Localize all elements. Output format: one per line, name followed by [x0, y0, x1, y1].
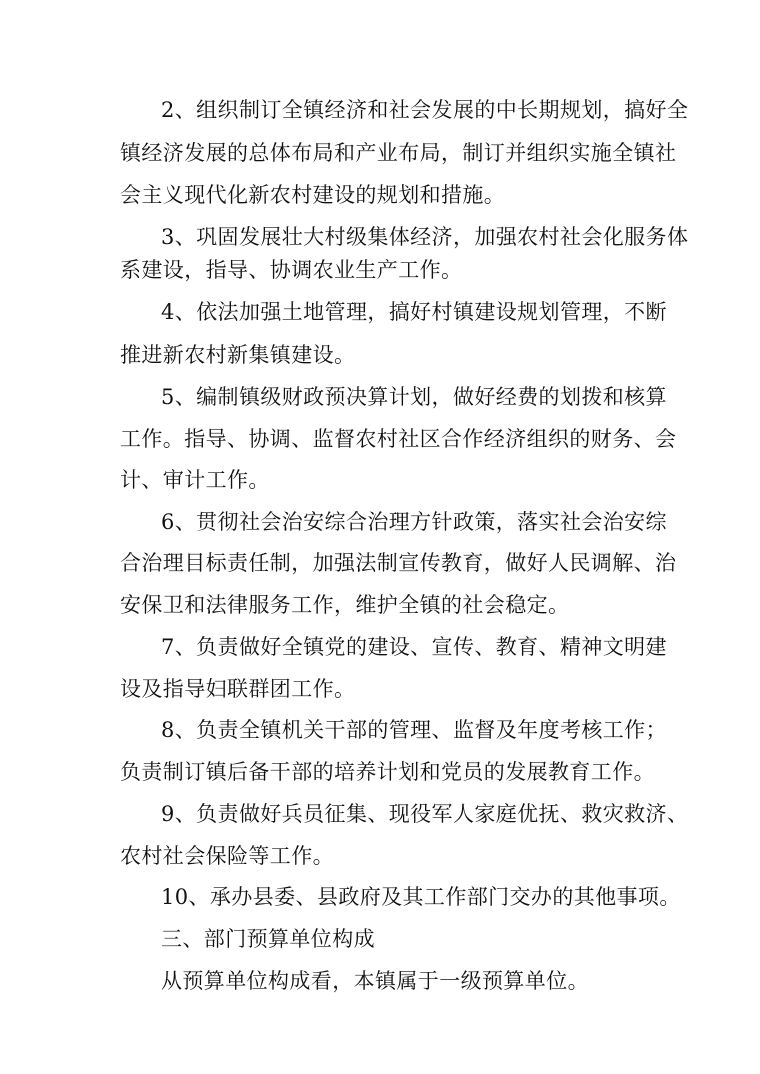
text-line: 10、承办县委、县政府及其工作部门交办的其他事项。: [161, 885, 681, 909]
text-line: 工作。指导、协调、监督农村社区合作经济组织的财务、会: [120, 427, 677, 451]
text-line: 推进新农村新集镇建设。: [120, 343, 356, 367]
text-line: 9、负责做好兵员征集、现役军人家庭优抚、救灾救济、: [161, 802, 689, 826]
text-line: 镇经济发展的总体布局和产业布局，制订并组织实施全镇社: [120, 141, 677, 165]
text-line: 3、巩固发展壮大村级集体经济，加强农村社会化服务体: [161, 225, 689, 249]
text-line: 会主义现代化新农村建设的规划和措施。: [120, 183, 506, 207]
text-line: 7、负责做好全镇党的建设、宣传、教育、精神文明建: [161, 635, 667, 659]
section-heading: 三、部门预算单位构成: [161, 927, 375, 951]
text-line: 计、审计工作。: [120, 468, 270, 492]
text-line: 5、编制镇级财政预决算计划，做好经费的划拨和核算: [161, 385, 667, 409]
text-line: 从预算单位构成看，本镇属于一级预算单位。: [161, 969, 589, 993]
text-line: 2、组织制订全镇经济和社会发展的中长期规划，搞好全: [161, 98, 689, 122]
text-line: 安保卫和法律服务工作，维护全镇的社会稳定。: [120, 593, 570, 617]
text-line: 合治理目标责任制，加强法制宣传教育，做好人民调解、治: [120, 551, 677, 575]
text-line: 6、贯彻社会治安综合治理方针政策，落实社会治安综: [161, 510, 667, 534]
text-line: 设及指导妇联群团工作。: [120, 677, 356, 701]
text-line: 4、依法加强土地管理，搞好村镇建设规划管理，不断: [161, 300, 667, 324]
text-line: 系建设，指导、协调农业生产工作。: [120, 258, 463, 282]
text-line: 农村社会保险等工作。: [120, 844, 334, 868]
text-line: 负责制订镇后备干部的培养计划和党员的发展教育工作。: [120, 760, 655, 784]
text-line: 8、负责全镇机关干部的管理、监督及年度考核工作；: [161, 718, 667, 742]
